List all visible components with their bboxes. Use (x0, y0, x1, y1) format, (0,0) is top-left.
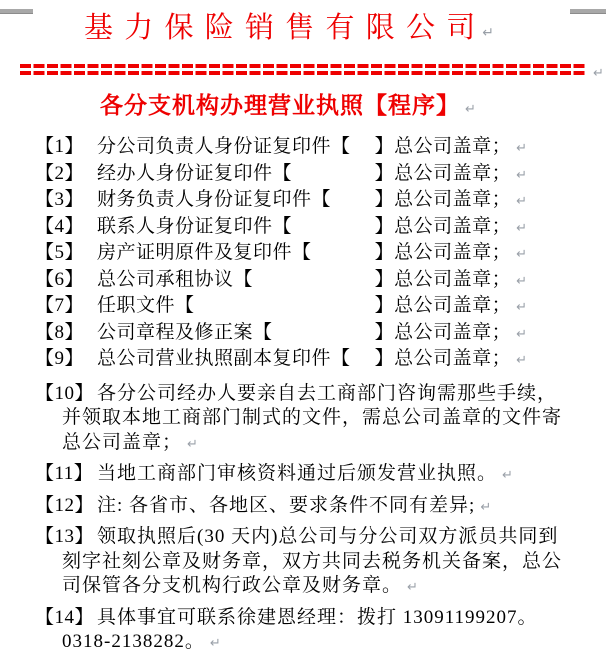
item-tail: 】总公司盖章； (374, 348, 512, 369)
list-item-paragraph (35, 525, 606, 601)
item-text: 总公司承租协议【 (97, 268, 254, 290)
item-text: 联系人身份证复印件【 (97, 215, 293, 237)
line-text: 0318-2138282。 (62, 631, 205, 652)
item-tail: 】总公司盖章； (374, 268, 512, 290)
paragraph-mark-icon: ↵ (516, 300, 527, 315)
paragraph-mark-icon: ↵ (209, 636, 221, 651)
line-text: 领取执照后(30 天内)总公司与分公司双方派员共同到 (97, 526, 559, 547)
list-item (35, 321, 527, 348)
paragraph-mark-icon: ↵ (480, 499, 492, 515)
item-tail: 】总公司盖章； (374, 136, 512, 157)
item-text: 公司章程及修正案【 (97, 321, 273, 343)
list-item (35, 268, 527, 295)
list-item (35, 162, 527, 189)
paragraph-mark-icon: ↵ (516, 353, 527, 368)
paragraph-mark-icon: ↵ (516, 326, 527, 342)
item-tail: 】总公司盖章； (374, 295, 512, 316)
item-tail: 】总公司盖章； (374, 162, 512, 184)
paragraph-line (35, 550, 606, 575)
divider-bar-bottom (20, 71, 587, 75)
document-page (0, 9, 606, 652)
paragraph-line (35, 431, 606, 458)
paragraph-mark-icon: ↵ (516, 220, 527, 236)
paragraph-mark-icon: ↵ (516, 194, 527, 209)
paragraph-line (35, 630, 606, 657)
line-text: 并领取本地工商部门制式的文件，需总公司盖章的文件寄 (62, 407, 563, 428)
paragraph-line (35, 406, 606, 431)
paragraph-line (35, 525, 606, 550)
item-text: 分公司负责人身份证复印件【 (97, 136, 351, 157)
company-title (84, 9, 606, 52)
line-text: 总公司盖章； (62, 431, 183, 453)
list-item (35, 294, 527, 321)
item-number: 【13】 (35, 526, 95, 547)
paragraph-mark-icon: ↵ (516, 273, 527, 289)
item-text: 财务负责人身份证复印件【 (97, 189, 332, 210)
page-corner-left (0, 9, 33, 14)
item-number: 【11】 (35, 463, 94, 484)
paragraph-line (35, 494, 606, 521)
item-text: 经办人身份证复印件【 (97, 162, 293, 184)
item-number: 【4】 (35, 215, 85, 237)
item-number: 【6】 (35, 268, 85, 290)
item-number: 【10】 (35, 382, 95, 404)
paragraph-line (35, 382, 606, 407)
paragraph-line (35, 574, 606, 601)
double-line-divider (20, 63, 604, 81)
paragraph-line (35, 462, 606, 489)
item-text: 总公司营业执照副本复印件【 (97, 348, 351, 369)
list-item (35, 241, 527, 268)
procedure-heading-text: 各分支机构办理营业执照【程序】 (100, 93, 460, 118)
item-number: 【8】 (35, 321, 85, 343)
item-number: 【9】 (35, 348, 85, 369)
paragraph-mark-icon: ↵ (407, 580, 418, 595)
list-item (35, 347, 527, 374)
divider-bar-top (20, 64, 587, 68)
item-tail: 】总公司盖章； (374, 189, 512, 210)
paragraph-mark-icon: ↵ (502, 468, 513, 483)
line-text: 刻字社刻公章及财务章，双方共同去税务机关备案，总公 (62, 550, 563, 572)
item-number: 【5】 (35, 242, 85, 263)
item-text: 房产证明原件及复印件【 (97, 242, 312, 263)
line-text: 注: 各省市、各地区、要求条件不同有差异; (97, 494, 476, 516)
list-item (35, 188, 527, 215)
item-tail: 】总公司盖章； (374, 321, 512, 343)
item-number: 【3】 (35, 189, 85, 210)
line-text: 具体事宜可联系徐建恩经理：拨打 13091199207。 (97, 606, 538, 628)
item-number: 【14】 (35, 606, 95, 628)
item-tail: 】总公司盖章； (374, 215, 512, 237)
item-number: 【7】 (35, 295, 85, 316)
paragraph-mark-icon: ↵ (593, 66, 604, 81)
item-number: 【12】 (35, 494, 95, 516)
company-title-text: 基 力 保 险 销 售 有 限 公 司 (84, 12, 478, 44)
item-text: 任职文件【 (97, 295, 195, 316)
page-corner-right (570, 9, 606, 14)
paragraph-mark-icon: ↵ (516, 141, 527, 156)
procedure-heading (100, 92, 606, 124)
paragraph-mark-icon: ↵ (187, 436, 198, 452)
paragraph-mark-icon: ↵ (516, 167, 527, 183)
list-item-paragraph (35, 494, 606, 521)
paragraph-line (35, 606, 606, 631)
list-item-paragraph (35, 382, 606, 458)
line-text: 当地工商部门审核资料通过后颁发营业执照。 (97, 463, 498, 484)
paragraph-mark-icon: ↵ (516, 247, 527, 262)
paragraph-mark-icon: ↵ (482, 25, 494, 41)
list-item-paragraph (35, 462, 606, 489)
list-item (35, 215, 527, 242)
item-number: 【2】 (35, 162, 85, 184)
procedure-list (0, 135, 606, 657)
list-item-paragraph (35, 606, 606, 657)
list-item (35, 135, 527, 162)
paragraph-mark-icon: ↵ (465, 102, 476, 117)
item-number: 【1】 (35, 136, 85, 157)
line-text: 司保管各分支机构行政公章及财务章。 (62, 575, 403, 596)
line-text: 各分公司经办人要亲自去工商部门咨询需那些手续， (97, 382, 558, 404)
item-tail: 】总公司盖章； (374, 242, 512, 263)
